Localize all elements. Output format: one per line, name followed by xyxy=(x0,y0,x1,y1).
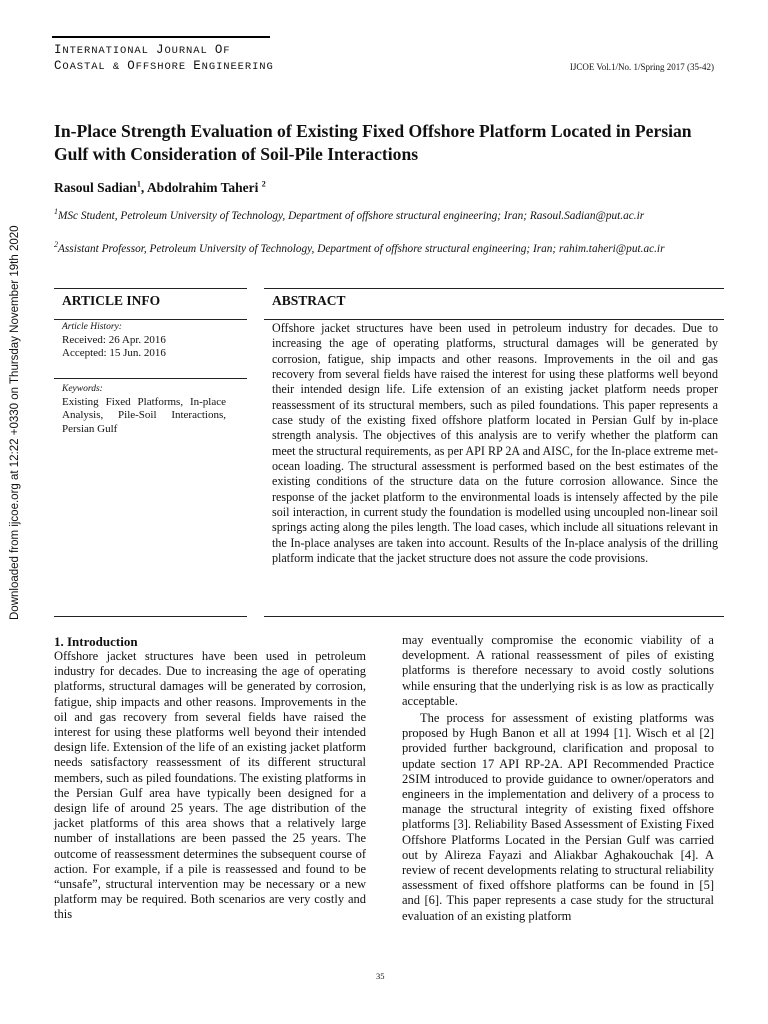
introduction-heading: 1. Introduction xyxy=(54,634,138,649)
introduction-right-paragraph-1: may eventually compromise the economic viability of a development. A rational reassessment of piles of existing platforms is therefore necessary to avoid costly solutions while ensuring that the underlying risk is as low as practically acceptable. xyxy=(402,633,714,708)
abstract-body: Offshore jacket structures have been used in petroleum industry for decades. Due to increasing the age of operating platforms, structural damages will be generated by corrosion, fatigue, ship impacts and other reasons. Improvements in the oil and gas recovery from several fields have raised the interest for using these platforms well beyond their intended design life. Life extension of an existing jacket platform needs proper reassessment of its structural members, such as piled foundations. This paper represents a case study of the existing fixed offshore platform located in Persian Gulf by in-place strength analysis. The objectives of this analysis are to verify whether the platform can meet the structural requirements, as per API RP 2A and AISC, for the In-place extreme met-ocean loading. The structural assessment is performed based on the best estimates of the existing conditions of the structure data on the future corrosion allowance. Since the response of the jacket platform to the environmental loads is intensely affected by the pile soil interaction, in current study the foundation is modelled using uncoupled non-linear soil springs acting along the piles length. The load cases, which include all situations relevant in the In-place analyses are taken into account. Results of the In-place analysis of the drilling platform indicate that the jacket structure does not assure the code provisions. xyxy=(272,321,718,566)
author-2: Abdolrahim Taheri xyxy=(146,180,262,195)
keywords-label: Keywords: xyxy=(62,384,103,394)
authors xyxy=(54,180,266,196)
download-stamp: Downloaded from ijcoe.org at 12:22 +0330 on Thursday November 19th 2020 xyxy=(9,225,21,620)
journal-reference: IJCOE Vol.1/No. 1/Spring 2017 (35-42) xyxy=(569,62,714,72)
paper-title: In-Place Strength Evaluation of Existing Fixed Offshore Platform Located in Persian Gulf with Consideration of Soil-Pile Interactions xyxy=(54,121,692,164)
introduction-right-paragraph-2: The process for assessment of existing platforms was proposed by Hugh Banon et all at 1994 [1]. Wisch et al [2] provided further background, clarification and proposal to update section 17 API RP-2A. API Recommended Practice 2SIM introduced to provide guidance to owner/operators and engineers in the implementation and delivery of a process to manage the structural integrity of existing fixed offshore platforms [3]. Reliability Based Assessment of Existing Fixed Offshore Platforms Located in the Persian Gulf was carried out by Alireza Fayazi and Aliakbar Aghakouchak [4]. A review of recent developments relating to structural reliability assessment of fixed offshore platforms can be found in [5] and [6]. This paper represents a case study for the structural evaluation of an existing platform xyxy=(402,711,714,923)
author-1: Rasoul Sadian xyxy=(54,180,137,195)
affiliation-1 xyxy=(54,209,724,224)
affiliation-1-text: MSc Student, Petroleum University of Technology, Department of offshore structural engineering; Iran; Rasoul.Sadian@put.ac.ir xyxy=(58,210,645,222)
keywords-rule xyxy=(54,378,247,379)
article-info-heading: ARTICLE INFO xyxy=(62,293,161,308)
abstract-top-rule xyxy=(264,288,724,289)
author-1-affiliation-marker: 1 xyxy=(136,179,141,189)
article-info-bottom-rule xyxy=(54,616,247,617)
journal-name-line2: COASTAL & OFFSHORE ENGINEERING xyxy=(54,59,274,73)
affiliation-2-marker: 2 xyxy=(54,240,58,250)
introduction-left-column: Offshore jacket structures have been used in petroleum industry for decades. Due to increasing the age of operating platforms, structural damages will be generated by corrosion, fatigue, ship impacts and other reasons. Improvements in the oil and gas recovery from several fields have raised the interest for using these platforms well beyond their intended design life. Extension of the life of an existing jacket platform needs satisfactory reassessment of its different structural members, such as piled foundations. The existing platforms in the Persian Gulf area have typically been designed for a design life of around 25 years. The age distribution of the jacket platforms of this area shows that a relatively large number of installations are been passed the 25 years. The outcome of reassessment determines the subsequent course of action. For example, if a pile is reassessed and found to be “unsafe”, structural intervention may be necessary or a new platform may be required. Both scenarios are very costly and this xyxy=(54,649,366,922)
received-date: Received: 26 Apr. 2016 xyxy=(62,334,166,346)
page-number: 35 xyxy=(376,971,385,981)
abstract-bottom-rule xyxy=(264,616,724,617)
article-info-top-rule xyxy=(54,288,247,289)
affiliation-1-marker: 1 xyxy=(54,207,58,217)
abstract-heading: ABSTRACT xyxy=(272,293,346,308)
author-2-affiliation-marker: 2 xyxy=(261,179,266,189)
abstract-heading-rule xyxy=(264,319,724,320)
author-separator: , xyxy=(140,180,147,195)
affiliation-2-text: Assistant Professor, Petroleum University of Technology, Department of offshore structural engineering; Iran; rahim.taheri@put.ac.ir xyxy=(58,243,665,255)
journal-name-line1: INTERNATIONAL JOURNAL OF xyxy=(54,43,231,57)
article-info-heading-rule xyxy=(54,319,247,320)
affiliation-2 xyxy=(54,242,724,257)
article-history-label: Article History: xyxy=(62,322,122,332)
journal-header-rule xyxy=(52,36,270,38)
keywords-list: Existing Fixed Platforms, In-place Analysis, Pile-Soil Interactions, Persian Gulf xyxy=(62,396,226,435)
accepted-date: Accepted: 15 Jun. 2016 xyxy=(62,347,166,359)
